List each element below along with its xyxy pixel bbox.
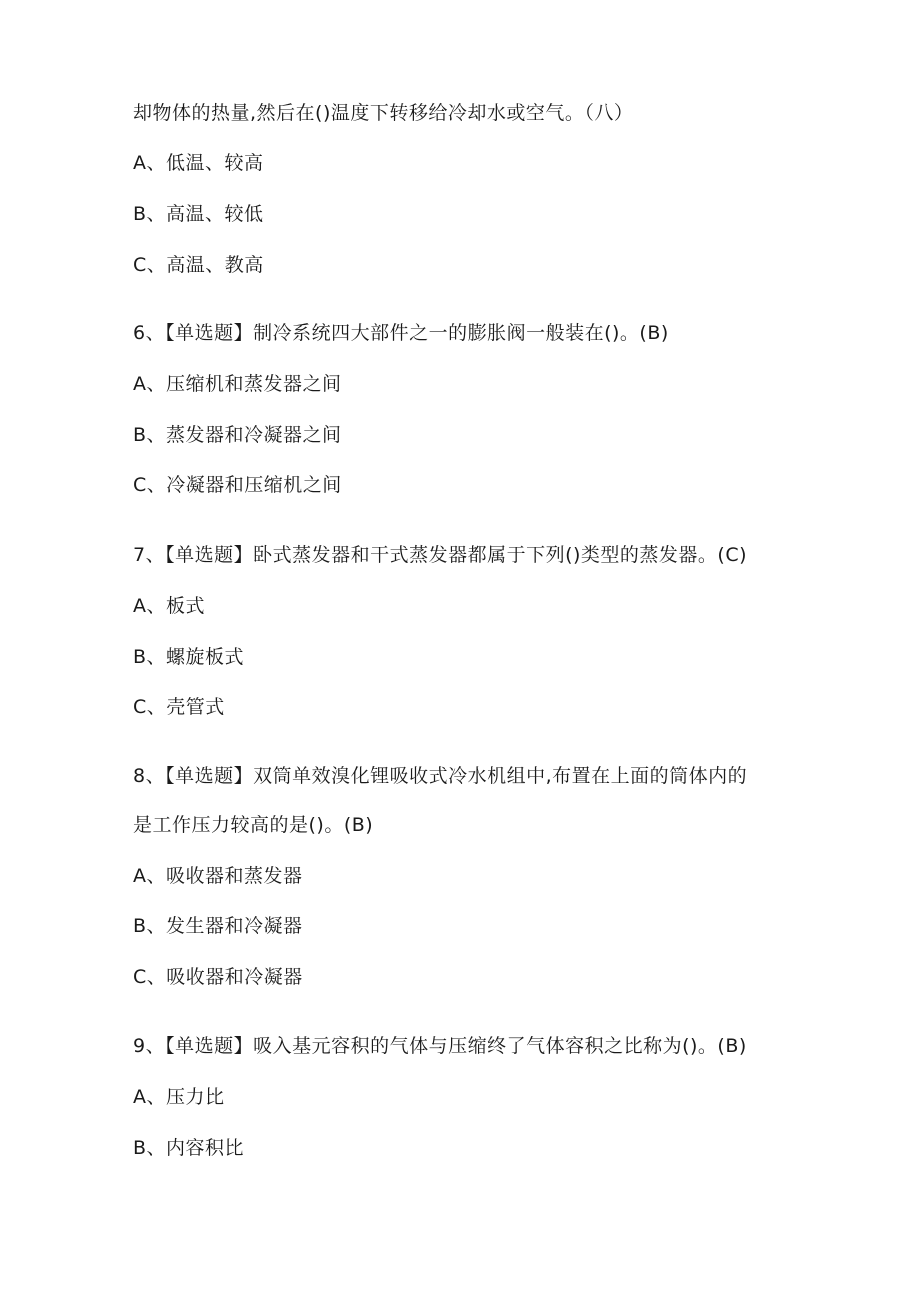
q5-continuation-text: 却物体的热量,然后在()温度下转移给冷却水或空气。（八） bbox=[133, 102, 634, 124]
q5-option-b: B、高温、较低 bbox=[133, 203, 264, 225]
q5-option-c: C、高温、教高 bbox=[133, 254, 264, 276]
q8-question-line2: 是工作压力较高的是()。(B) bbox=[133, 814, 374, 836]
q6-option-c: C、冷凝器和压缩机之间 bbox=[133, 474, 342, 496]
q8-question-line1: 8、【单选题】双筒单效溴化锂吸收式冷水机组中,布置在上面的筒体内的 bbox=[133, 765, 748, 787]
q7-question: 7、【单选题】卧式蒸发器和干式蒸发器都属于下列()类型的蒸发器。(C) bbox=[133, 544, 748, 566]
q8-option-b: B、发生器和冷凝器 bbox=[133, 915, 303, 937]
q9-option-a: A、压力比 bbox=[133, 1086, 225, 1108]
q6-option-a: A、压缩机和蒸发器之间 bbox=[133, 373, 342, 395]
q9-option-b: B、内容积比 bbox=[133, 1137, 245, 1159]
q6-question: 6、【单选题】制冷系统四大部件之一的膨胀阀一般装在()。(B) bbox=[133, 322, 669, 344]
q7-option-c: C、壳管式 bbox=[133, 696, 225, 718]
q9-question: 9、【单选题】吸入基元容积的气体与压缩终了气体容积之比称为()。(B) bbox=[133, 1035, 747, 1057]
q6-option-b: B、蒸发器和冷凝器之间 bbox=[133, 424, 342, 446]
q7-option-b: B、螺旋板式 bbox=[133, 646, 245, 668]
q7-option-a: A、板式 bbox=[133, 595, 205, 617]
q8-option-a: A、吸收器和蒸发器 bbox=[133, 865, 303, 887]
q5-option-a: A、低温、较高 bbox=[133, 152, 264, 174]
q8-option-c: C、吸收器和冷凝器 bbox=[133, 966, 303, 988]
